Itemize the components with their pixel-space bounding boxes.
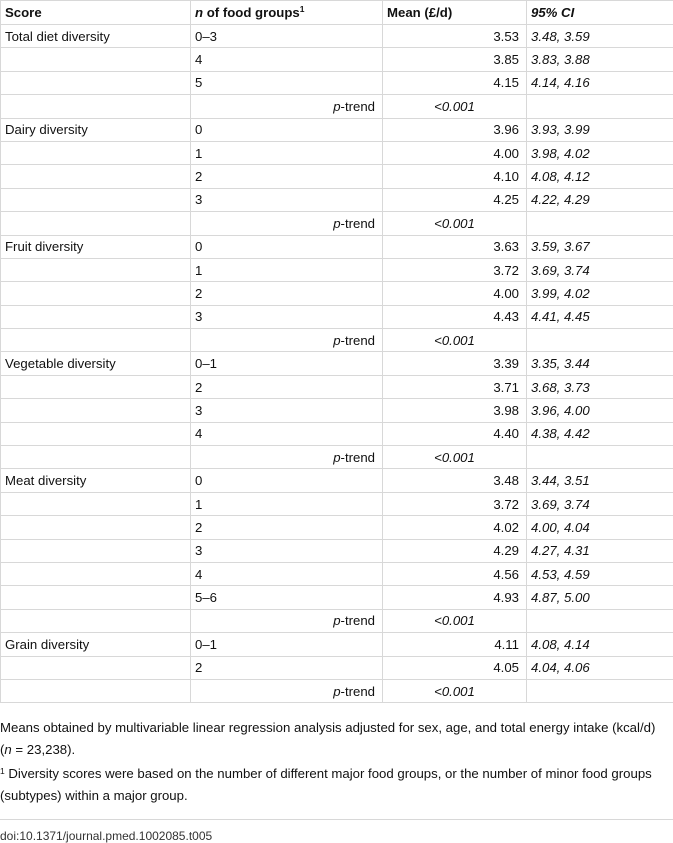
n-food-groups-cell: 3 — [191, 188, 383, 211]
ci-cell: 3.68, 3.73 — [527, 375, 673, 398]
score-cell — [1, 212, 191, 235]
mean-cell: 3.39 — [383, 352, 527, 375]
score-cell — [1, 422, 191, 445]
score-cell — [1, 516, 191, 539]
mean-cell: 4.25 — [383, 188, 527, 211]
n-food-groups-cell: 4 — [191, 48, 383, 71]
ci-cell: 3.48, 3.59 — [527, 25, 673, 48]
ptrend-value: <0.001 — [383, 95, 527, 118]
header-row — [1, 1, 673, 25]
ptrend-label: p-trend — [191, 95, 383, 118]
score-cell — [1, 492, 191, 515]
ptrend-label: p-trend — [191, 446, 383, 469]
table-row — [1, 165, 673, 188]
ptrend-label: p-trend — [191, 212, 383, 235]
mean-cell: 3.98 — [383, 399, 527, 422]
ci-cell — [527, 609, 673, 632]
ci-cell: 3.35, 3.44 — [527, 352, 673, 375]
ci-cell: 3.59, 3.67 — [527, 235, 673, 258]
table-row — [1, 375, 673, 398]
score-cell — [1, 375, 191, 398]
ptrend-label: p-trend — [191, 679, 383, 702]
doi-text: doi:10.1371/journal.pmed.1002085.t005 — [0, 820, 673, 843]
table-row — [1, 141, 673, 164]
mean-cell: 3.96 — [383, 118, 527, 141]
mean-cell: 4.29 — [383, 539, 527, 562]
table-row — [1, 469, 673, 492]
n-food-groups-cell: 0 — [191, 469, 383, 492]
score-cell — [1, 188, 191, 211]
table-row — [1, 352, 673, 375]
score-cell: Fruit diversity — [1, 235, 191, 258]
n-food-groups-cell: 0–1 — [191, 633, 383, 656]
score-cell: Total diet diversity — [1, 25, 191, 48]
mean-cell: 4.10 — [383, 165, 527, 188]
n-food-groups-cell: 1 — [191, 258, 383, 281]
ci-cell — [527, 679, 673, 702]
ci-cell: 4.22, 4.29 — [527, 188, 673, 211]
ci-cell: 4.08, 4.14 — [527, 633, 673, 656]
ci-cell: 4.00, 4.04 — [527, 516, 673, 539]
table-row — [1, 235, 673, 258]
score-cell — [1, 48, 191, 71]
score-cell — [1, 95, 191, 118]
ci-cell: 4.53, 4.59 — [527, 562, 673, 585]
ptrend-row — [1, 679, 673, 702]
score-cell: Grain diversity — [1, 633, 191, 656]
table-row — [1, 562, 673, 585]
ci-cell: 3.83, 3.88 — [527, 48, 673, 71]
mean-cell: 4.93 — [383, 586, 527, 609]
mean-cell: 4.15 — [383, 71, 527, 94]
ci-cell: 4.04, 4.06 — [527, 656, 673, 679]
ci-cell: 3.96, 4.00 — [527, 399, 673, 422]
score-cell — [1, 399, 191, 422]
ptrend-row — [1, 95, 673, 118]
ci-cell: 4.27, 4.31 — [527, 539, 673, 562]
mean-cell: 3.85 — [383, 48, 527, 71]
table-row — [1, 539, 673, 562]
n-food-groups-cell: 0 — [191, 235, 383, 258]
n-food-groups-cell: 1 — [191, 141, 383, 164]
ci-cell: 4.38, 4.42 — [527, 422, 673, 445]
table-row — [1, 586, 673, 609]
table-row — [1, 656, 673, 679]
score-cell — [1, 656, 191, 679]
mean-cell: 4.02 — [383, 516, 527, 539]
header-n-food-groups: n of food groups$^1$ — [191, 1, 383, 25]
ci-cell — [527, 329, 673, 352]
score-cell — [1, 305, 191, 328]
table-row — [1, 492, 673, 515]
header-ci: 95% CI — [527, 1, 673, 25]
n-food-groups-cell: 0 — [191, 118, 383, 141]
header-score: Score — [1, 1, 191, 25]
ci-cell: 4.14, 4.16 — [527, 71, 673, 94]
ci-cell: 3.44, 3.51 — [527, 469, 673, 492]
score-cell — [1, 258, 191, 281]
mean-cell: 4.56 — [383, 562, 527, 585]
table-row — [1, 282, 673, 305]
table-row — [1, 258, 673, 281]
mean-cell: 3.48 — [383, 469, 527, 492]
score-cell: Dairy diversity — [1, 118, 191, 141]
n-food-groups-cell: 2 — [191, 516, 383, 539]
score-cell — [1, 609, 191, 632]
ci-cell: 3.93, 3.99 — [527, 118, 673, 141]
table-row — [1, 422, 673, 445]
score-cell — [1, 446, 191, 469]
ci-cell: 4.08, 4.12 — [527, 165, 673, 188]
ci-cell — [527, 446, 673, 469]
table-row — [1, 305, 673, 328]
ptrend-value: <0.001 — [383, 212, 527, 235]
ci-cell: 4.87, 5.00 — [527, 586, 673, 609]
table-row — [1, 399, 673, 422]
n-food-groups-cell: 2 — [191, 375, 383, 398]
n-food-groups-cell: 0–1 — [191, 352, 383, 375]
ci-cell — [527, 95, 673, 118]
ptrend-value: <0.001 — [383, 446, 527, 469]
table-footnotes — [0, 703, 673, 820]
mean-cell: 3.53 — [383, 25, 527, 48]
n-food-groups-cell: 3 — [191, 305, 383, 328]
score-cell — [1, 329, 191, 352]
footnote-1: $^1$ Diversity scores were based on the number of different major food groups, or the number of minor food groups (subtypes) within a major group. — [0, 763, 667, 806]
mean-cell: 4.00 — [383, 141, 527, 164]
n-food-groups-cell: 2 — [191, 282, 383, 305]
n-food-groups-cell: 3 — [191, 539, 383, 562]
score-cell — [1, 282, 191, 305]
ptrend-row — [1, 609, 673, 632]
ci-cell: 3.99, 4.02 — [527, 282, 673, 305]
ptrend-row — [1, 212, 673, 235]
n-food-groups-cell: 5–6 — [191, 586, 383, 609]
ci-cell: 3.69, 3.74 — [527, 492, 673, 515]
score-cell — [1, 71, 191, 94]
ptrend-value: <0.001 — [383, 329, 527, 352]
ci-cell: 3.98, 4.02 — [527, 141, 673, 164]
n-food-groups-cell: 4 — [191, 562, 383, 585]
table-row — [1, 118, 673, 141]
n-food-groups-cell: 3 — [191, 399, 383, 422]
table-row — [1, 71, 673, 94]
table-row — [1, 188, 673, 211]
table-row — [1, 48, 673, 71]
table-row — [1, 516, 673, 539]
score-cell — [1, 679, 191, 702]
n-food-groups-cell: 2 — [191, 165, 383, 188]
ci-cell — [527, 212, 673, 235]
ptrend-value: <0.001 — [383, 609, 527, 632]
header-mean: Mean (£/d) — [383, 1, 527, 25]
footnote-methods: Means obtained by multivariable linear regression analysis adjusted for sex, age, and total energy intake (kcal/d) (n = 23,238). — [0, 717, 667, 760]
ptrend-row — [1, 446, 673, 469]
mean-cell: 3.71 — [383, 375, 527, 398]
score-cell — [1, 165, 191, 188]
mean-cell: 4.00 — [383, 282, 527, 305]
score-cell — [1, 562, 191, 585]
mean-cell: 4.05 — [383, 656, 527, 679]
mean-cell: 3.63 — [383, 235, 527, 258]
mean-cell: 4.11 — [383, 633, 527, 656]
table-row — [1, 633, 673, 656]
mean-cell: 4.40 — [383, 422, 527, 445]
score-cell — [1, 539, 191, 562]
score-cell — [1, 141, 191, 164]
score-cell: Vegetable diversity — [1, 352, 191, 375]
n-food-groups-cell: 4 — [191, 422, 383, 445]
ptrend-label: p-trend — [191, 329, 383, 352]
ptrend-label: p-trend — [191, 609, 383, 632]
score-cell: Meat diversity — [1, 469, 191, 492]
table-row — [1, 25, 673, 48]
ptrend-value: <0.001 — [383, 679, 527, 702]
n-food-groups-cell: 5 — [191, 71, 383, 94]
ci-cell: 4.41, 4.45 — [527, 305, 673, 328]
n-food-groups-cell: 1 — [191, 492, 383, 515]
n-food-groups-cell: 0–3 — [191, 25, 383, 48]
ptrend-row — [1, 329, 673, 352]
mean-cell: 3.72 — [383, 492, 527, 515]
mean-cell: 3.72 — [383, 258, 527, 281]
score-cell — [1, 586, 191, 609]
ci-cell: 3.69, 3.74 — [527, 258, 673, 281]
mean-cell: 4.43 — [383, 305, 527, 328]
n-food-groups-cell: 2 — [191, 656, 383, 679]
